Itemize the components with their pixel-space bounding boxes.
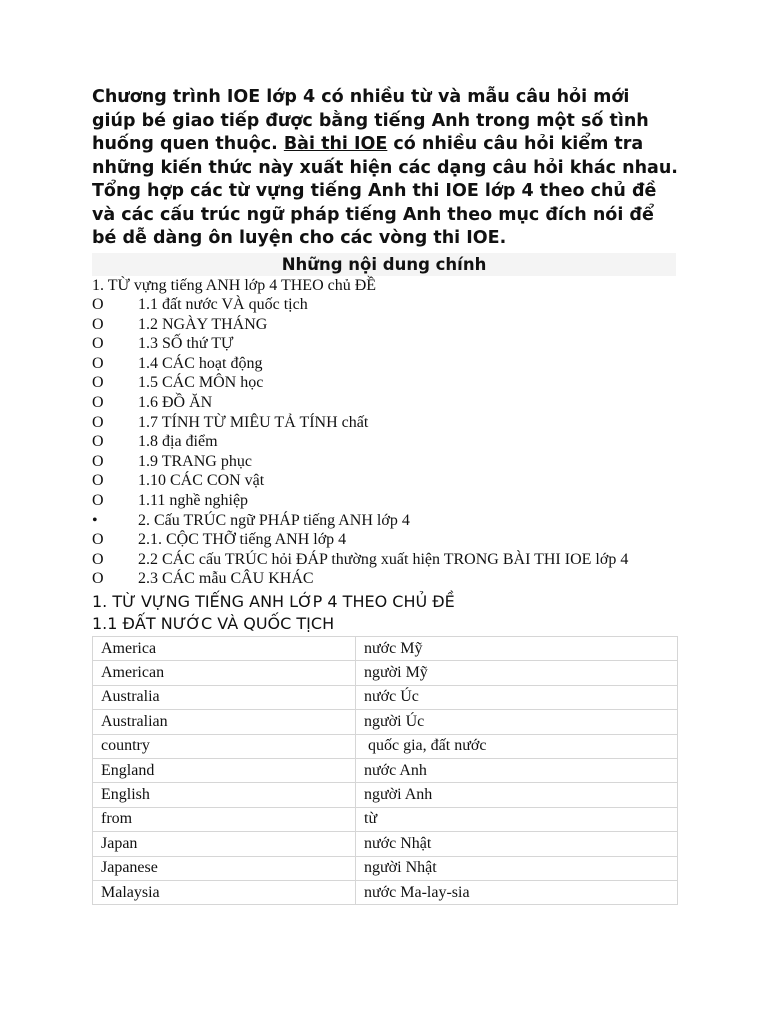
english-word: Australia xyxy=(93,685,356,709)
toc-item[interactable] xyxy=(92,471,678,491)
toc-item[interactable] xyxy=(92,276,678,296)
circle-bullet-icon: O xyxy=(92,433,104,451)
toc-item[interactable] xyxy=(92,491,678,511)
vietnamese-meaning: nước Anh xyxy=(356,758,678,782)
toc-item[interactable] xyxy=(92,511,678,531)
table-of-contents xyxy=(92,276,678,590)
intro-paragraph xyxy=(92,86,678,251)
toc-item-text: 1.1 đất nước VÀ quốc tịch xyxy=(138,296,308,314)
toc-item-text: 1.11 nghề nghiệp xyxy=(138,492,249,510)
intro-text-2: có nhiều câu hỏi kiểm tra những kiến thức này xuất hiện các dạng câu hỏi khác nhau. Tổng hợp các từ vựng tiếng Anh thi IOE lớp 4 theo chủ đề và các cấu trúc ngữ pháp tiếng Anh theo mục đích nói để bé dễ dàng ôn luyện cho các vòng thi IOE. xyxy=(92,134,678,248)
circle-bullet-icon: O xyxy=(92,315,104,333)
subsection-heading: 1.1 ĐẤT NƯỚC VÀ QUỐC TỊCH xyxy=(92,614,335,633)
toc-item[interactable] xyxy=(92,550,678,570)
english-word: country xyxy=(93,734,356,758)
vietnamese-meaning: người Mỹ xyxy=(356,661,678,685)
table-row xyxy=(93,734,678,758)
toc-item[interactable] xyxy=(92,432,678,452)
english-word: Japanese xyxy=(93,856,356,880)
circle-bullet-icon: O xyxy=(92,452,104,470)
toc-item-text: 1.3 SỐ thứ TỰ xyxy=(138,335,234,353)
toc-item-text: 1.9 TRANG phục xyxy=(138,452,252,470)
toc-item-text: 2. Cấu TRÚC ngữ PHÁP tiếng ANH lớp 4 xyxy=(138,511,410,529)
circle-bullet-icon: O xyxy=(92,531,104,549)
dot-bullet-icon: • xyxy=(92,511,98,529)
circle-bullet-icon: O xyxy=(92,394,104,412)
toc-title: Những nội dung chính xyxy=(92,253,676,276)
table-row xyxy=(93,880,678,904)
toc-item-text: 1. TỪ vựng tiếng ANH lớp 4 THEO chủ ĐỀ xyxy=(92,276,377,294)
circle-bullet-icon: O xyxy=(92,413,104,431)
circle-bullet-icon: O xyxy=(92,374,104,392)
toc-item[interactable] xyxy=(92,295,678,315)
table-row xyxy=(93,807,678,831)
toc-item-text: 1.5 CÁC MÔN học xyxy=(138,374,264,392)
toc-item[interactable] xyxy=(92,413,678,433)
vietnamese-meaning: nước Mỹ xyxy=(356,637,678,661)
vietnamese-meaning: người Nhật xyxy=(356,856,678,880)
vietnamese-meaning: nước Úc xyxy=(356,685,678,709)
english-word: English xyxy=(93,783,356,807)
toc-item[interactable] xyxy=(92,373,678,393)
circle-bullet-icon: O xyxy=(92,550,104,568)
english-word: Malaysia xyxy=(93,880,356,904)
circle-bullet-icon: O xyxy=(92,570,104,588)
english-word: England xyxy=(93,758,356,782)
toc-item[interactable] xyxy=(92,334,678,354)
table-row xyxy=(93,710,678,734)
table-row xyxy=(93,758,678,782)
circle-bullet-icon: O xyxy=(92,472,104,490)
vocabulary-table xyxy=(92,636,678,905)
toc-item-text: 1.4 CÁC hoạt động xyxy=(138,354,263,372)
table-row xyxy=(93,783,678,807)
toc-item[interactable] xyxy=(92,393,678,413)
toc-item[interactable] xyxy=(92,530,678,550)
toc-item-text: 2.1. CỘC THỠ tiếng ANH lớp 4 xyxy=(138,531,347,549)
english-word: American xyxy=(93,661,356,685)
table-row xyxy=(93,685,678,709)
toc-item-text: 1.8 địa điểm xyxy=(138,433,218,451)
table-row xyxy=(93,832,678,856)
circle-bullet-icon: O xyxy=(92,335,104,353)
toc-item[interactable] xyxy=(92,452,678,472)
toc-item-text: 1.7 TÍNH TỪ MIÊU TẢ TÍNH chất xyxy=(138,413,369,431)
english-word: from xyxy=(93,807,356,831)
section-heading: 1. TỪ VỰNG TIẾNG ANH LỚP 4 THEO CHỦ ĐỀ xyxy=(92,592,455,611)
circle-bullet-icon: O xyxy=(92,492,104,510)
toc-item-text: 1.6 ĐỒ ĂN xyxy=(138,394,213,412)
circle-bullet-icon: O xyxy=(92,296,104,314)
circle-bullet-icon: O xyxy=(92,354,104,372)
document-page xyxy=(92,86,678,905)
vietnamese-meaning: nước Ma-lay-sia xyxy=(356,880,678,904)
ioe-exam-link[interactable]: Bài thi IOE xyxy=(283,134,388,154)
vietnamese-meaning: từ xyxy=(356,807,678,831)
english-word: America xyxy=(93,637,356,661)
toc-item[interactable] xyxy=(92,569,678,589)
table-row xyxy=(93,856,678,880)
vietnamese-meaning: người Úc xyxy=(356,710,678,734)
vietnamese-meaning: nước Nhật xyxy=(356,832,678,856)
intro-text-1: Chương trình IOE lớp 4 có nhiều từ và mẫu câu hỏi mới giúp bé giao tiếp được bằng tiếng Anh trong một số tình huống quen thuộc. xyxy=(92,87,649,154)
table-row xyxy=(93,661,678,685)
toc-item-text: 1.10 CÁC CON vật xyxy=(138,472,265,490)
english-word: Australian xyxy=(93,710,356,734)
english-word: Japan xyxy=(93,832,356,856)
vietnamese-meaning: người Anh xyxy=(356,783,678,807)
table-row xyxy=(93,637,678,661)
toc-item[interactable] xyxy=(92,315,678,335)
toc-item-text: 1.2 NGÀY THÁNG xyxy=(138,315,268,333)
toc-item-text: 2.2 CÁC cấu TRÚC hỏi ĐÁP thường xuất hiện TRONG BÀI THI IOE lớp 4 xyxy=(138,550,629,568)
toc-item-text: 2.3 CÁC mẫu CÂU KHÁC xyxy=(138,570,314,588)
vietnamese-meaning: quốc gia, đất nước xyxy=(356,734,678,758)
toc-item[interactable] xyxy=(92,354,678,374)
